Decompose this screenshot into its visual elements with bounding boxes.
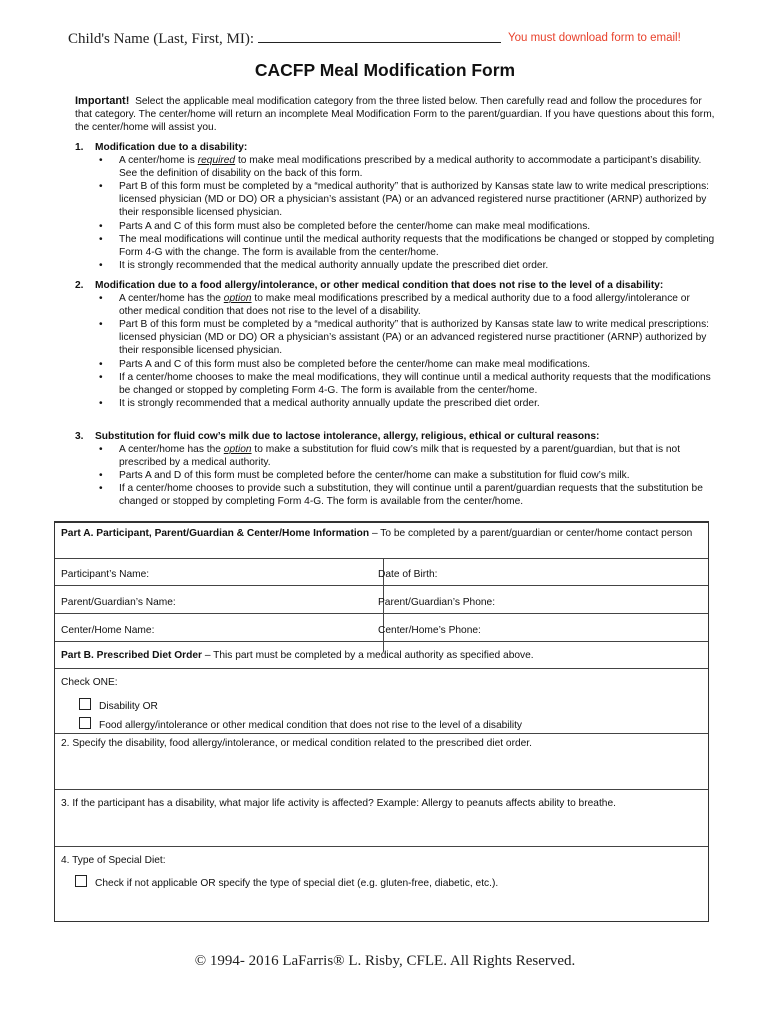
question-4-label: 4. Type of Special Diet: [61, 855, 166, 866]
part-a-title: Part A. Participant, Parent/Guardian & Center/Home Information [61, 528, 370, 539]
part-a-header [55, 523, 708, 559]
question-2-label: 2. Specify the disability, food allergy/intolerance, or medical condition related to the prescribed diet order. [61, 738, 532, 749]
question-2[interactable] [55, 734, 708, 790]
part-a-subtitle: – To be completed by a parent/guardian or center/home contact person [369, 528, 693, 539]
section-heading: Modification due to a food allergy/intolerance, or other medical condition that does not rise to the level of a disability: [95, 280, 664, 291]
food-allergy-option-label: Food allergy/intolerance or other medical condition that does not rise to the level of a disability [99, 720, 523, 731]
list-item: • A center/home has the option to make meal modifications prescribed by a medical authority due to a food allergy/intolerance or other medical condition that does not rise to the level of a disability. [119, 292, 715, 318]
section-number: 3. [75, 431, 84, 442]
center-name-label: Center/Home Name: [61, 625, 155, 636]
dob-label: Date of Birth: [378, 569, 438, 580]
part-b-header [55, 642, 708, 669]
center-phone-label: Center/Home’s Phone: [378, 625, 481, 636]
download-notice: You must download form to email! [508, 32, 681, 44]
intro-text: Select the applicable meal modification category from the three listed below. Then carefully read and follow the procedures for that category. The center/home will return an incomplete Meal Modification Form to the parent/guardian. If you have questions about this form, the center/home will assist you. [75, 96, 715, 134]
disability-checkbox[interactable] [79, 698, 91, 710]
list-item: • Parts A and C of this form must also be completed before the center/home can make meal modifications. [119, 220, 715, 233]
child-name-field[interactable] [258, 30, 501, 43]
child-name-line [68, 30, 501, 48]
list-item: • A center/home has the option to make a substitution for fluid cow’s milk that is requested by a parent/guardian, but that is not prescribed by a medical authority. [119, 443, 715, 469]
guardian-name-label: Parent/Guardian’s Name: [61, 597, 176, 608]
section-number: 2. [75, 280, 84, 291]
list-item: • If a center/home chooses to make the meal modifications, they will continue until a medical authority requests that the modifications be changed or stopped by completing Form 4-G. The form is available from the center/home. [119, 371, 715, 397]
section-number: 1. [75, 142, 84, 153]
not-applicable-option[interactable] [75, 875, 498, 889]
list-item: • Part B of this form must be completed by a “medical authority” that is authorized by Kansas state law to write medical prescriptions: licensed physician (MD or DO) OR a physician’s assistant (PA) or an advanced registered nurse practitioner (ARNP) authorized by their responsible licensed physician. [119, 318, 715, 357]
question-3[interactable] [55, 790, 708, 847]
part-b-title: Part B. Prescribed Diet Order [61, 650, 202, 661]
section-1 [75, 141, 715, 272]
check-one-label: Check ONE: [61, 677, 118, 688]
guardian-row [55, 586, 708, 614]
center-row [55, 614, 708, 642]
question-3-label: 3. If the participant has a disability, what major life activity is affected? Example: Allergy to peanuts affects ability to breathe. [61, 798, 616, 809]
section-heading: Substitution for fluid cow’s milk due to lactose intolerance, allergy, religious, ethical or cultural reasons: [95, 431, 600, 442]
disability-option[interactable] [79, 698, 158, 712]
list-item: • If a center/home chooses to provide such a substitution, they will continue until a parent/guardian requests that the substitution be changed or stopped by completing Form 4-G. The form is available from the center/home. [119, 482, 715, 508]
question-4 [55, 847, 708, 922]
form-title: CACFP Meal Modification Form [254, 60, 516, 80]
participant-row [55, 559, 708, 586]
check-one-section [55, 669, 708, 734]
not-applicable-checkbox[interactable] [75, 875, 87, 887]
form-table [54, 521, 709, 922]
section-2 [75, 279, 715, 410]
child-name-label: Child's Name (Last, First, MI): [68, 31, 255, 47]
guardian-phone-label: Parent/Guardian’s Phone: [378, 597, 496, 608]
intro-lead: Important! [75, 95, 130, 107]
copyright-footer: © 1994- 2016 LaFarris® L. Risby, CFLE. All Rights Reserved. [194, 953, 576, 969]
participant-name-label: Participant’s Name: [61, 569, 150, 580]
list-item: • A center/home is required to make meal modifications prescribed by a medical authority to accommodate a participant’s disability. See the definition of disability on the back of this form. [119, 154, 715, 180]
list-item: • Parts A and C of this form must also be completed before the center/home can make meal modifications. [119, 358, 715, 371]
intro-paragraph [75, 95, 715, 134]
not-applicable-label: Check if not applicable OR specify the type of special diet (e.g. gluten-free, diabetic, etc.). [95, 878, 499, 889]
disability-option-label: Disability OR [99, 701, 158, 712]
list-item: • It is strongly recommended that the medical authority annually update the prescribed diet order. [119, 259, 715, 272]
list-item: • It is strongly recommended that a medical authority annually update the prescribed diet order. [119, 397, 715, 410]
list-item: • Parts A and D of this form must be completed before the center/home can make a substitution for fluid cow’s milk. [119, 469, 715, 482]
list-item: • The meal modifications will continue until the medical authority requests that the modifications be changed or stopped by completing Form 4-G with the change. The form is available from the center/home. [119, 233, 715, 259]
part-b-subtitle: – This part must be completed by a medical authority as specified above. [201, 650, 534, 661]
food-allergy-checkbox[interactable] [79, 717, 91, 729]
food-allergy-option[interactable] [79, 717, 522, 731]
section-heading: Modification due to a disability: [95, 142, 248, 153]
section-3 [75, 430, 715, 509]
list-item: • Part B of this form must be completed by a “medical authority” that is authorized by Kansas state law to write medical prescriptions: licensed physician (MD or DO) OR a physician’s assistant (PA) or an advanced registered nurse practitioner (ARNP) authorized by their responsible licensed physician. [119, 180, 715, 219]
